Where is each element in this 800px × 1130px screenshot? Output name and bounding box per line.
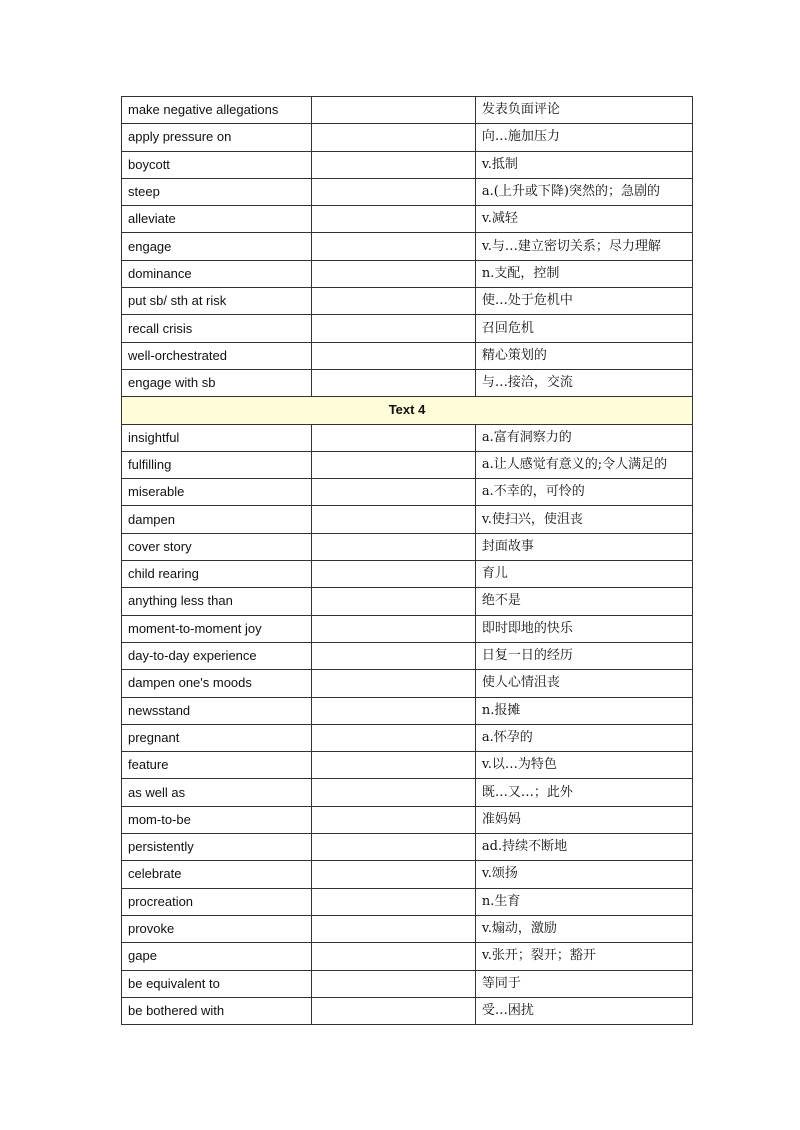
blank-cell xyxy=(312,588,476,615)
meaning-cell: 使…处于危机中 xyxy=(475,288,692,315)
table-row xyxy=(122,369,693,396)
blank-cell xyxy=(312,233,476,260)
blank-cell xyxy=(312,206,476,233)
blank-cell xyxy=(312,178,476,205)
table-row xyxy=(122,124,693,151)
table-row xyxy=(122,997,693,1024)
term-cell: gape xyxy=(122,943,312,970)
meaning-cell: a.怀孕的 xyxy=(475,724,692,751)
table-row xyxy=(122,888,693,915)
term-cell: dampen xyxy=(122,506,312,533)
table-row xyxy=(122,779,693,806)
meaning-cell: a.富有洞察力的 xyxy=(475,424,692,451)
meaning-cell: 绝不是 xyxy=(475,588,692,615)
term-cell: well-orchestrated xyxy=(122,342,312,369)
table-row xyxy=(122,615,693,642)
blank-cell xyxy=(312,642,476,669)
term-cell: mom-to-be xyxy=(122,806,312,833)
blank-cell xyxy=(312,479,476,506)
meaning-cell: 准妈妈 xyxy=(475,806,692,833)
blank-cell xyxy=(312,915,476,942)
table-row xyxy=(122,178,693,205)
meaning-cell: v.张开；裂开；豁开 xyxy=(475,943,692,970)
meaning-cell: 既…又…；此外 xyxy=(475,779,692,806)
meaning-cell: 召回危机 xyxy=(475,315,692,342)
table-row xyxy=(122,697,693,724)
table-row xyxy=(122,451,693,478)
blank-cell xyxy=(312,724,476,751)
blank-cell xyxy=(312,861,476,888)
meaning-cell: a.不幸的，可怜的 xyxy=(475,479,692,506)
table-row xyxy=(122,724,693,751)
term-cell: fulfilling xyxy=(122,451,312,478)
table-row xyxy=(122,506,693,533)
table-row xyxy=(122,288,693,315)
term-cell: apply pressure on xyxy=(122,124,312,151)
blank-cell xyxy=(312,424,476,451)
blank-cell xyxy=(312,997,476,1024)
table-row xyxy=(122,479,693,506)
blank-cell xyxy=(312,151,476,178)
term-cell: cover story xyxy=(122,533,312,560)
blank-cell xyxy=(312,451,476,478)
meaning-cell: 日复一日的经历 xyxy=(475,642,692,669)
blank-cell xyxy=(312,670,476,697)
term-cell: miserable xyxy=(122,479,312,506)
table-row xyxy=(122,533,693,560)
table-row xyxy=(122,861,693,888)
meaning-cell: 精心策划的 xyxy=(475,342,692,369)
blank-cell xyxy=(312,260,476,287)
blank-cell xyxy=(312,288,476,315)
blank-cell xyxy=(312,315,476,342)
term-cell: recall crisis xyxy=(122,315,312,342)
term-cell: feature xyxy=(122,752,312,779)
meaning-cell: 育儿 xyxy=(475,561,692,588)
meaning-cell: v.抵制 xyxy=(475,151,692,178)
table-row xyxy=(122,588,693,615)
term-cell: steep xyxy=(122,178,312,205)
table-row xyxy=(122,424,693,451)
table-row xyxy=(122,915,693,942)
blank-cell xyxy=(312,970,476,997)
blank-cell xyxy=(312,124,476,151)
meaning-cell: ad.持续不断地 xyxy=(475,834,692,861)
meaning-cell: 封面故事 xyxy=(475,533,692,560)
blank-cell xyxy=(312,943,476,970)
meaning-cell: v.煽动，激励 xyxy=(475,915,692,942)
table-row xyxy=(122,806,693,833)
term-cell: be bothered with xyxy=(122,997,312,1024)
table-row xyxy=(122,315,693,342)
meaning-cell: 受…困扰 xyxy=(475,997,692,1024)
blank-cell xyxy=(312,806,476,833)
table-row xyxy=(122,752,693,779)
meaning-cell: 发表负面评论 xyxy=(475,97,692,124)
meaning-cell: v.与…建立密切关系；尽力理解 xyxy=(475,233,692,260)
term-cell: engage with sb xyxy=(122,369,312,396)
meaning-cell: a.让人感觉有意义的;令人满足的 xyxy=(475,451,692,478)
meaning-cell: v.颂扬 xyxy=(475,861,692,888)
term-cell: day-to-day experience xyxy=(122,642,312,669)
table-row xyxy=(122,642,693,669)
term-cell: insightful xyxy=(122,424,312,451)
blank-cell xyxy=(312,506,476,533)
term-cell: engage xyxy=(122,233,312,260)
meaning-cell: 向…施加压力 xyxy=(475,124,692,151)
term-cell: moment-to-moment joy xyxy=(122,615,312,642)
blank-cell xyxy=(312,533,476,560)
blank-cell xyxy=(312,615,476,642)
meaning-cell: n.报摊 xyxy=(475,697,692,724)
term-cell: put sb/ sth at risk xyxy=(122,288,312,315)
table-row xyxy=(122,233,693,260)
blank-cell xyxy=(312,561,476,588)
table-row xyxy=(122,834,693,861)
blank-cell xyxy=(312,369,476,396)
section-header-row xyxy=(122,397,693,424)
table-row xyxy=(122,970,693,997)
meaning-cell: v.以…为特色 xyxy=(475,752,692,779)
term-cell: anything less than xyxy=(122,588,312,615)
section-title: Text 4 xyxy=(122,397,693,424)
meaning-cell: 使人心情沮丧 xyxy=(475,670,692,697)
table-row xyxy=(122,342,693,369)
meaning-cell: n.支配，控制 xyxy=(475,260,692,287)
term-cell: alleviate xyxy=(122,206,312,233)
term-cell: child rearing xyxy=(122,561,312,588)
term-cell: boycott xyxy=(122,151,312,178)
table-row xyxy=(122,260,693,287)
term-cell: procreation xyxy=(122,888,312,915)
blank-cell xyxy=(312,97,476,124)
table-row xyxy=(122,943,693,970)
term-cell: as well as xyxy=(122,779,312,806)
blank-cell xyxy=(312,834,476,861)
meaning-cell: v.使扫兴，使沮丧 xyxy=(475,506,692,533)
meaning-cell: 与…接洽，交流 xyxy=(475,369,692,396)
blank-cell xyxy=(312,779,476,806)
term-cell: persistently xyxy=(122,834,312,861)
term-cell: dampen one's moods xyxy=(122,670,312,697)
meaning-cell: 等同于 xyxy=(475,970,692,997)
table-row xyxy=(122,97,693,124)
term-cell: dominance xyxy=(122,260,312,287)
term-cell: be equivalent to xyxy=(122,970,312,997)
meaning-cell: v.减轻 xyxy=(475,206,692,233)
meaning-cell: 即时即地的快乐 xyxy=(475,615,692,642)
blank-cell xyxy=(312,752,476,779)
table-row xyxy=(122,670,693,697)
term-cell: newsstand xyxy=(122,697,312,724)
table-row xyxy=(122,561,693,588)
table-row xyxy=(122,151,693,178)
term-cell: provoke xyxy=(122,915,312,942)
term-cell: make negative allegations xyxy=(122,97,312,124)
table-row xyxy=(122,206,693,233)
meaning-cell: n.生育 xyxy=(475,888,692,915)
blank-cell xyxy=(312,697,476,724)
blank-cell xyxy=(312,888,476,915)
vocabulary-table xyxy=(121,96,693,1025)
term-cell: celebrate xyxy=(122,861,312,888)
vocabulary-table-body xyxy=(122,97,693,1025)
blank-cell xyxy=(312,342,476,369)
term-cell: pregnant xyxy=(122,724,312,751)
meaning-cell: a.(上升或下降)突然的；急剧的 xyxy=(475,178,692,205)
